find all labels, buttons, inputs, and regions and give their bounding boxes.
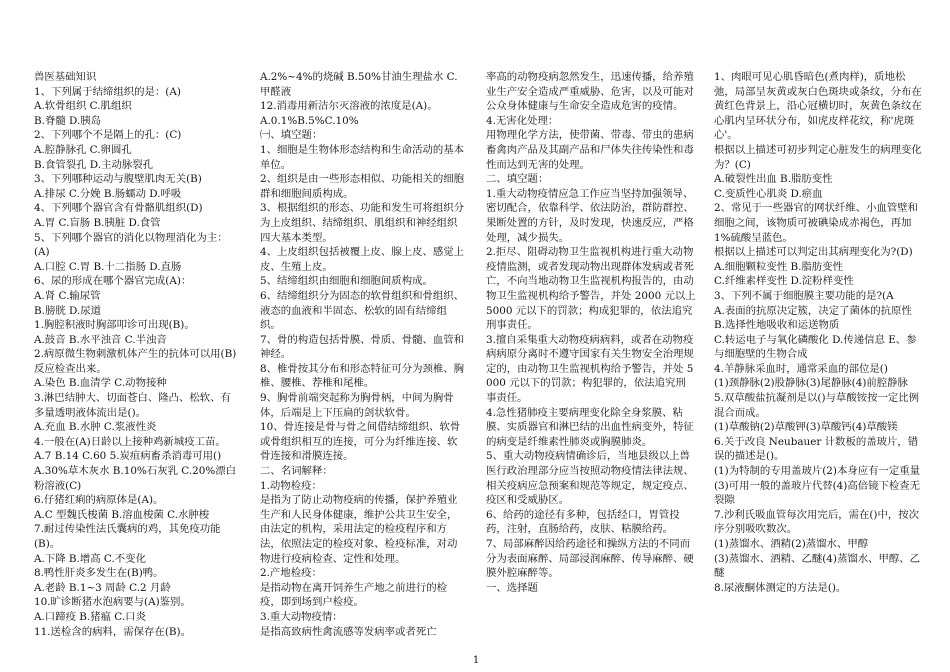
text-line: 5、重大动物疫病情确诊后，当地县级以上兽医行政治理部分应当按照动物疫情法律法规、相关疫病应急预案和规范等规定，规定疫点、疫区和受威胁区。 <box>486 450 694 507</box>
text-line: 4、上皮组织包括被覆上皮、腺上皮、感觉上皮、生殖上皮。 <box>260 246 465 273</box>
text-line: (1)为特制的专用盖玻片(2)本身应有一定重量 <box>714 465 921 478</box>
text-line: 根据以上描述可初步判定心脏发生的病理变化为？(C) <box>714 143 922 171</box>
text-line: 10、骨连接是骨与骨之间借结缔组织、软骨或骨组织相互的连接，可分为纤维连接、软骨连接和滑膜连接。 <box>260 421 461 463</box>
text-line: A.鼓音 B.水平浊音 C.半浊音 <box>34 333 167 346</box>
text-line: 一、选择题 <box>486 581 538 594</box>
text-line: A.口蹄疫 B.猪瘟 C.口炎 <box>34 610 146 623</box>
text-column-3 <box>486 70 696 595</box>
text-line: 3.重大动物疫情： <box>260 610 343 623</box>
text-line: 4.急性猪肺疫主要病理变化除全身浆膜、粘膜、实质器官和淋巴结的出血性病变外，特征的病变是纤维素性肺炎或胸膜肺炎。 <box>486 406 694 448</box>
text-line: (1)蒸馏水、酒精(2)蒸馏水、甲醇 <box>714 538 869 550</box>
text-line: A.口腔 C.胃 B.十二指肠 D.直肠 <box>34 260 182 273</box>
text-line: 是指为了防止动物疫病的传播，保护养殖业生产和人民身体健康，维护公共卫生安全，由法定的机构，采用法定的检疫程序和方法，依照法定的检疫对象、检疫标准，对动物进行疫病检查、定性和处理。 <box>260 494 458 565</box>
text-line: 9、胸骨前端突起称为胸骨柄，中间为胸骨体，后端是上下压扁的剑状软骨。 <box>260 392 454 419</box>
text-line: 2、常见于一些器官的网状纤维、小血管壁和细胞之间，该物质可被碘染成赤褐色，再加 1%硫酸呈蓝色。 <box>714 202 919 244</box>
text-line: 3.擅自采集重大动物疫病病料，或者在动物疫病病原分离时不遵守国家有关生物安全治理规定的，由动物卫生监视机构给予警告，并处 5000 元以下的罚款；构犯罪的，依法追究刑事责任。 <box>486 333 694 405</box>
text-line: (1)颈静脉(2)股静脉(3)尾静脉(4)前腔静脉 <box>714 377 908 390</box>
text-line: A.破裂性出血 B.脂肪变性 <box>714 173 833 186</box>
text-line: 6.关于改良 Neubauer 计数板的盖玻片，错误的描述是()。 <box>714 435 919 463</box>
text-line: A.0.1%B.5%C.10% <box>260 114 359 127</box>
text-line: 7、局部麻醉因给药途径和操纵方法的不同而分为表面麻醉、局部浸润麻醉、传导麻醉、硬膜外腔麻醉等。 <box>486 538 694 580</box>
text-line: 2.产地检疫： <box>260 567 322 580</box>
text-line: 12.消毒用新洁尔灭溶液的浓度是(A)。 <box>260 100 438 113</box>
text-line: 7.沙利氏吸血管每次用完后，需在()中，按次序分别吸吹数次。 <box>714 508 920 536</box>
text-line: (1)草酸钠(2)草酸钾(3)草酸钙(4)草酸镁 <box>714 421 898 434</box>
text-line: 兽医基础知识 <box>34 71 97 83</box>
text-line: 3、下列不属于细胞膜主要功能的是?(A <box>714 289 894 302</box>
text-line: A.胃 C.盲肠 B.胰脏 D.食管 <box>34 216 161 229</box>
text-line: A.老龄 B.1~3 周龄 C.2 月龄 <box>34 581 171 594</box>
text-line: C.纤维素样变性 D.淀粉样变性 <box>714 275 854 288</box>
text-line: A.30%草木灰水 B.10%石灰乳 C.20%漂白粉溶液(C) <box>34 465 237 492</box>
text-line: 8.尿液酮体测定的方法是()。 <box>714 581 847 594</box>
text-column-4 <box>714 70 926 595</box>
text-line: 5、下列哪个器官的消化以物理消化为主：(A) <box>34 231 228 259</box>
text-line: A.充血 B.水肿 C.浆液性炎 <box>34 421 157 434</box>
text-line: A.2%~4%的烧碱 B.50%甘油生理盐水 C.甲醛液 <box>260 71 458 98</box>
text-line: 2.病原微生物刺激机体产生的抗体可以用(B)反应检查出来。 <box>34 348 237 375</box>
text-column-2 <box>260 70 466 639</box>
text-line: 11.送检含的病料，需保存在(B)。 <box>34 625 191 638</box>
text-line: 是指高致病性禽流感等发病率或者死亡 <box>260 625 437 638</box>
text-line: 1.动物检疫： <box>260 479 322 492</box>
text-line: C.变质性心肌炎 D.瘀血 <box>714 187 823 200</box>
text-line: 二、填空题： <box>486 173 549 186</box>
text-line: B.膀胱 D.尿道 <box>34 304 102 317</box>
text-line: 用物理化学方法，使带菌、带毒、带虫的患病畜禽肉产品及其副产品和尸体失往传染性和毒性而达到无害的处理。 <box>486 129 694 171</box>
text-line: (3)蒸馏水、酒精、乙醚(4)蒸馏水、甲醇、乙醚 <box>714 552 921 580</box>
text-line: 8.鸭性肝炎多发生在(B)鸭。 <box>34 567 164 580</box>
text-line: 是指动物在离开饲养生产地之前进行的检疫，即到场到户检疫。 <box>260 581 448 609</box>
text-line: A.C 型魏氏梭菌 B.溶血梭菌 C.水肿梭 <box>34 508 210 521</box>
text-line: 5、结缔组织由细胞和细胞间质构成。 <box>260 275 433 288</box>
text-line: 1、下列属于结缔组织的是：(A) <box>34 85 181 98</box>
page-number: 1 <box>472 655 480 666</box>
text-line: 二、名词解释： <box>260 465 333 478</box>
text-line: 3.淋巴结肿大、切面苍白、隆凸、松软、有多量透明液体流出是()。 <box>34 392 231 419</box>
text-line: 1、细胞是生物体形态结构和生命活动的基本单位。 <box>260 143 465 171</box>
text-column-1 <box>34 70 238 639</box>
text-line: 率高的动物疫病忽然发生，迅速传播，给养殖业生产安全造成严重威胁、危害，以及可能对公众身体健康与生命安全造成危害的疫情。 <box>486 71 694 113</box>
text-line: C.转运电子与氧化磷酸化 D.传递信息 E、参与细胞壁的生物合成 <box>714 333 917 361</box>
text-line: A.染色 B.血清学 C.动物接种 <box>34 377 167 390</box>
text-line: A.7 B.14 C.60 5.炭疽病畜杀消毒可用() <box>34 450 222 463</box>
text-line: 4、下列哪个器官含有骨骼肌组织(D) <box>34 202 203 215</box>
text-line: 2、组织是由一些形态相似、功能相关的细胞群和细胞间质构成。 <box>260 173 465 200</box>
text-line: B.食管裂孔 D.主动脉裂孔 <box>34 158 154 171</box>
text-line: (3)可用一般的盖玻片代替(4)高倍镜下检查无裂隙 <box>714 479 921 507</box>
text-line: B.脊髓 D.胰岛 <box>34 114 102 127</box>
text-line: 10.旷诊断猪水泡病要与(A)鉴别。 <box>34 596 191 609</box>
text-line: 8、椎骨按其分布和形态特征可分为颈椎、胸椎、腰椎、荐椎和尾椎。 <box>260 362 465 390</box>
text-line: 3、根据组织的形态、功能和发生可将组织分为上皮组织、结缔组织、肌组织和神经组织四大基本类型。 <box>260 202 465 244</box>
text-line: 7.耐过传染性法氏囊病的鸡，其免疫功能(B)。 <box>34 523 221 550</box>
text-line: 2.拒尽、阻碍动物卫生监视机构进行重大动物疫情监测，或者发现动物出现群体发病或者死亡，不向当地动物卫生监视机构报告的，由动物卫生监视机构给予警告，并处 2000 元以上 5000 元以下的罚款；构成犯罪的，依法追究刑事责任。 <box>486 246 696 332</box>
text-line: ㈠、填空题： <box>260 129 323 142</box>
text-line: A.表面的抗原决定簇，决定了菌体的抗原性 B.选择性地吸收和运送物质 <box>714 304 912 332</box>
text-line: A.细胞颗粒变性 B.脂肪变性 <box>714 260 843 273</box>
text-line: A.软骨组织 C.肌组织 <box>34 100 132 113</box>
text-line: 6、给药的途径有多种，包括经口，胃管投药，注射，直肠给药，皮肤、粘膜给药。 <box>486 508 680 536</box>
text-line: 7、骨的构造包括骨膜、骨质、骨髓、血管和神经。 <box>260 333 465 361</box>
text-line: 1.胸腔积液时胸部叩诊可出现(B)。 <box>34 319 195 332</box>
text-line: 6、尿的形成在哪个器官完成(A)： <box>34 275 192 288</box>
text-line: 4.羊静脉采血时，通常采血的部位是() <box>714 362 888 375</box>
text-line: 6、结缔组织分为固态的软骨组织和骨组织、液态的血液和半固态、松软的固有结缔组织。 <box>260 289 465 332</box>
text-line: 根据以上描述可以判定出其病理变化为?(D) <box>714 246 913 259</box>
text-line: 2、下列哪个不是隔上的孔：(C) <box>34 129 182 142</box>
text-line: 1、肉眼可见心肌昏暗色(煮肉样)，质地松弛，局部呈灰黄或灰白色斑块或条纹，分布在黄红色背景上，沿心冠横切时，灰黄色条纹在心肌内呈环状分布，如虎皮样花纹，称'虎斑心'。 <box>714 71 922 142</box>
text-line: 4.无害化处理： <box>486 114 559 127</box>
text-line: A.肾 C.输尿管 <box>34 289 101 302</box>
text-line: 6.仔猪红痢的病原体是(A)。 <box>34 494 164 507</box>
text-line: 4.一般在(A)日龄以上接种鸡新城疫工苗。 <box>34 435 226 448</box>
text-line: A.下降 B.增高 C.不变化 <box>34 552 146 565</box>
text-line: 1.重大动物疫情应急工作应当坚持加强领导、密切配合，依靠科学、依法防治，群防群控、果断处置的方针，及时发现，快速反应，严格处理，减少损失。 <box>486 187 694 244</box>
text-line: A.腔静脉孔 C.卵圆孔 <box>34 143 132 156</box>
text-line: 5.双草酸盐抗凝剂是以()与草酸铵按一定比例混合而成。 <box>714 392 920 419</box>
text-line: 3、下列哪种运动与腹壁肌肉无关(B) <box>34 173 202 186</box>
text-line: A.排尿 C.分娩 B.肠蠕动 D.呼吸 <box>34 187 182 200</box>
